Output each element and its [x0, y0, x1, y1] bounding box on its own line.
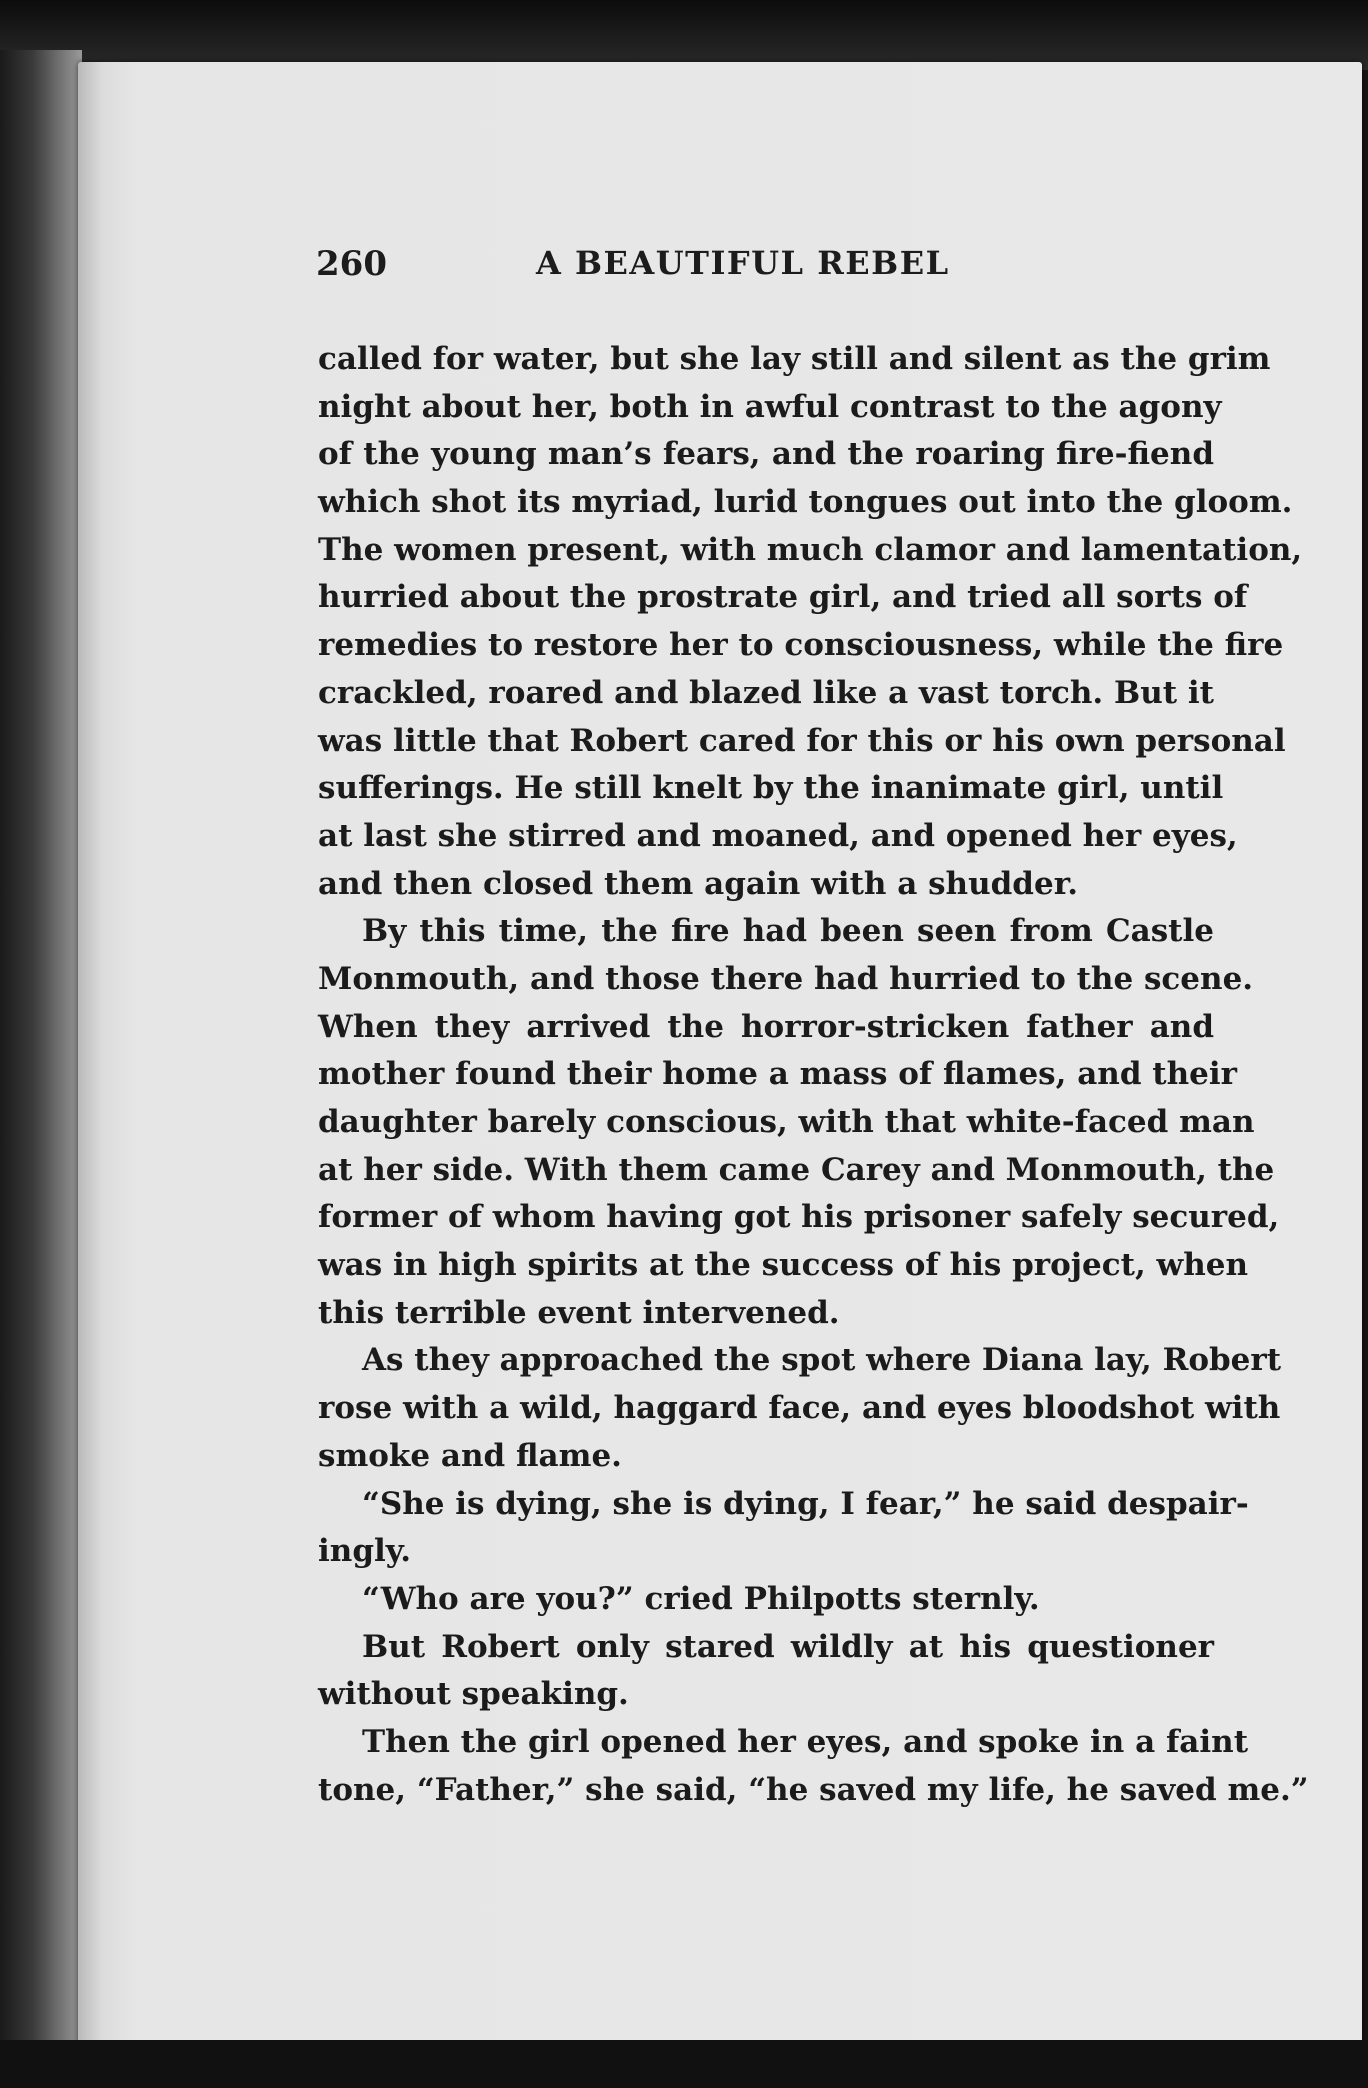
text-line: rose with a wild, haggard face, and eyes bloodshot with	[318, 1390, 1281, 1427]
text-line: Then the girl opened her eyes, and spoke in a faint	[362, 1723, 1249, 1760]
text-line: ingly.	[318, 1533, 412, 1570]
text-line: sufferings. He still knelt by the inanimate girl, until	[318, 770, 1224, 807]
body-text	[318, 336, 1309, 1814]
page-number: 260	[316, 244, 387, 284]
scan-bottom-edge	[0, 2040, 1368, 2088]
page-header	[316, 244, 976, 292]
scan-top-edge	[0, 0, 1368, 70]
text-line: As they approached the spot where Diana lay, Robert	[362, 1342, 1282, 1379]
text-line: hurried about the prostrate girl, and tried all sorts of	[318, 579, 1248, 616]
text-line: By this time, the fire had been seen from Castle	[362, 913, 1214, 950]
text-line: “She is dying, she is dying, I fear,” he said despair-	[362, 1485, 1249, 1522]
text-line: and then closed them again with a shudder.	[318, 865, 1078, 902]
text-line: When they arrived the horror-stricken father and	[318, 1008, 1214, 1045]
text-line: at last she stirred and moaned, and opened her eyes,	[318, 817, 1238, 854]
text-line: But Robert only stared wildly at his questioner	[362, 1628, 1214, 1665]
text-line: tone, “Father,” she said, “he saved my life, he saved me.”	[318, 1771, 1309, 1808]
book-spine-edge	[0, 50, 82, 2050]
text-line: Monmouth, and those there had hurried to the scene.	[318, 960, 1254, 997]
text-line: daughter barely conscious, with that white-faced man	[318, 1104, 1255, 1140]
text-line: of the young man’s fears, and the roaring fire-fiend	[318, 436, 1214, 473]
text-line: remedies to restore her to consciousness, while the fire	[318, 627, 1284, 664]
text-line: without speaking.	[318, 1676, 629, 1713]
text-line: night about her, both in awful contrast to the agony	[318, 388, 1222, 425]
text-line: The women present, with much clamor and lamentation,	[318, 531, 1303, 568]
text-line: crackled, roared and blazed like a vast torch. But it	[318, 674, 1214, 711]
text-line: was in high spirits at the success of his project, when	[318, 1247, 1249, 1284]
text-line: which shot its myriad, lurid tongues out into the gloom.	[318, 484, 1293, 521]
text-line: was little that Robert cared for this or his own personal	[318, 722, 1286, 759]
text-line: smoke and flame.	[318, 1437, 622, 1474]
running-title: A BEAUTIFUL REBEL	[536, 244, 950, 282]
text-line: called for water, but she lay still and silent as the grim	[318, 341, 1271, 377]
text-line: former of whom having got his prisoner safely secured,	[318, 1199, 1280, 1236]
text-line: this terrible event intervened.	[318, 1294, 840, 1331]
text-line: “Who are you?” cried Philpotts sternly.	[362, 1580, 1040, 1617]
text-line: mother found their home a mass of flames, and their	[318, 1056, 1237, 1093]
text-line: at her side. With them came Carey and Monmouth, the	[318, 1151, 1275, 1188]
